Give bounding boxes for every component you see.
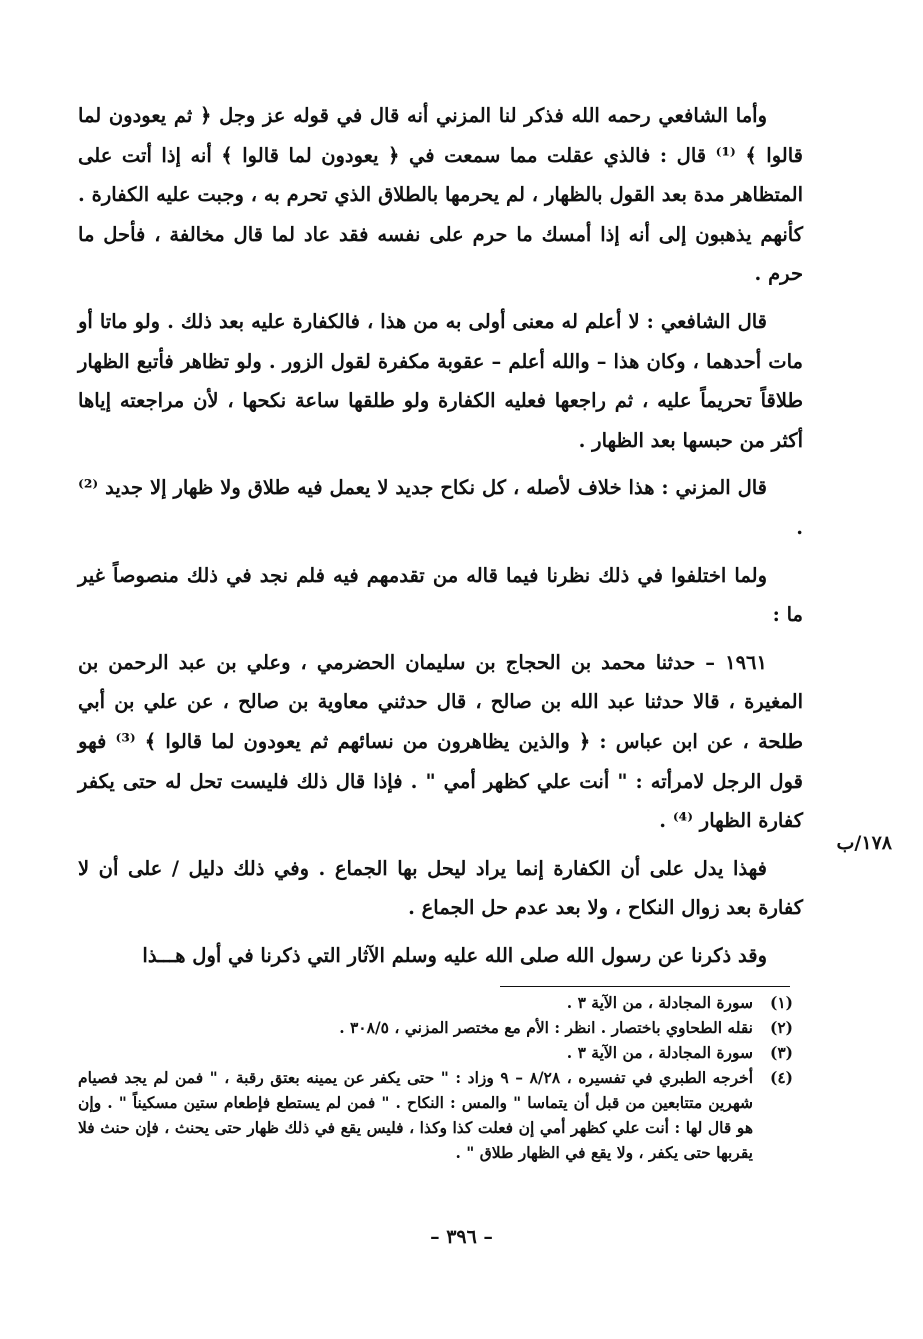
- paragraph: وقد ذكرنا عن رسول الله صلى الله عليه وسلم الآثار التي ذكرنا في أول هـــذا: [142, 943, 767, 967]
- footnote-number: (٢): [769, 1018, 793, 1037]
- paragraph: قال المزني : هذا خلاف لأصله ، كل نكاح جديد لا يعمل فيه طلاق ولا ظهار إلا جديد ⁽²⁾ .: [78, 476, 803, 539]
- footnote: [78, 990, 793, 1015]
- footnotes: [78, 990, 793, 1165]
- manuscript-folio-marker: ١٧٨/ب: [836, 832, 892, 854]
- paragraph: فهذا يدل على أن الكفارة إنما يراد ليحل بها الجماع . وفي ذلك دليل / على أن لا كفارة بعد زوال النكاح ، ولا بعد عدم حل الجماع .: [78, 856, 803, 920]
- footnote: [78, 1065, 793, 1165]
- page-number: – ٣٩٦ –: [430, 1226, 493, 1248]
- footnote: [78, 1040, 793, 1065]
- footnote-text: أخرجه الطبري في تفسيره ، ٨/٢٨ – ٩ وزاد : " حتى يكفر عن يمينه بعتق رقبة ، " فمن لم يجد فصيام شهرين متتابعين من قبل أن يتماسا " والمس : النكاح . " فمن لم يستطع فإطعام ستين مسكيناً " . وإن هو قال لها : أنت علي كظهر أمي إن فعلت كذا وكذا ، فليس يقع في ذلك ظهار حتى يحنث ، فإن حنث فلا يقربها حتى يكفر ، ولا يقع في الظهار طلاق " .: [78, 1068, 754, 1162]
- footnote-number: (٣): [769, 1043, 793, 1062]
- main-text: [78, 96, 803, 975]
- paragraph: ولما اختلفوا في ذلك نظرنا فيما قاله من تقدمهم فيه فلم نجد في ذلك منصوصاً غير ما :: [78, 563, 803, 627]
- paragraph: وأما الشافعي رحمه الله فذكر لنا المزني أنه قال في قوله عز وجل ﴿ ثم يعودون لما قالوا ﴾ ⁽¹⁾ قال : فالذي عقلت مما سمعت في ﴿ يعودون لما قالوا ﴾ أنه إذا أتت على المتظاهر مدة بعد القول بالظهار ، لم يحرمها بالطلاق الذي تحرم به ، وجبت عليه الكفارة . كأنهم يذهبون إلى أنه إذا أمسك ما حرم على نفسه فقد عاد لما قال مخالفة ، فأحل ما حرم .: [78, 104, 803, 286]
- footnote: [78, 1015, 793, 1040]
- hadith-paragraph: ١٩٦١ – حدثنا محمد بن الحجاج بن سليمان الحضرمي ، وعلي بن عبد الرحمن بن المغيرة ، قالا حدثنا عبد الله بن صالح ، قال حدثني معاوية بن صالح ، عن علي بن أبي طلحة ، عن ابن عباس : ﴿ والذين يظاهرون من نسائهم ثم يعودون لما قالوا ﴾ ⁽³⁾ فهو قول الرجل لامرأته : " أنت علي كظهر أمي " . فإذا قال ذلك فليست تحل له حتى يكفر كفارة الظهار ⁽⁴⁾ .: [78, 650, 803, 833]
- paragraph: قال الشافعي : لا أعلم له معنى أولى به من هذا ، فالكفارة عليه بعد ذلك . ولو ماتا أو مات أحدهما ، وكان هذا – والله أعلم – عقوبة مكفرة لقول الزور . ولو تظاهر فأتبع الظهار طلاقاً تحريماً عليه ، ثم راجعها فعليه الكفارة ولو طلقها ساعة نكحها ، لأن مراجعته إياها أكثر من حبسها بعد الظهار .: [78, 309, 803, 452]
- footnote-number: (١): [769, 993, 793, 1012]
- footnote-text: سورة المجادلة ، من الآية ٣ .: [566, 993, 753, 1012]
- footnote-text: سورة المجادلة ، من الآية ٣ .: [566, 1043, 753, 1062]
- footnote-text: نقله الطحاوي باختصار . انظر : الأم مع مختصر المزني ، ٣٠٨/٥ .: [339, 1018, 753, 1037]
- footnote-number: (٤): [769, 1068, 793, 1087]
- footnote-divider: [500, 986, 790, 987]
